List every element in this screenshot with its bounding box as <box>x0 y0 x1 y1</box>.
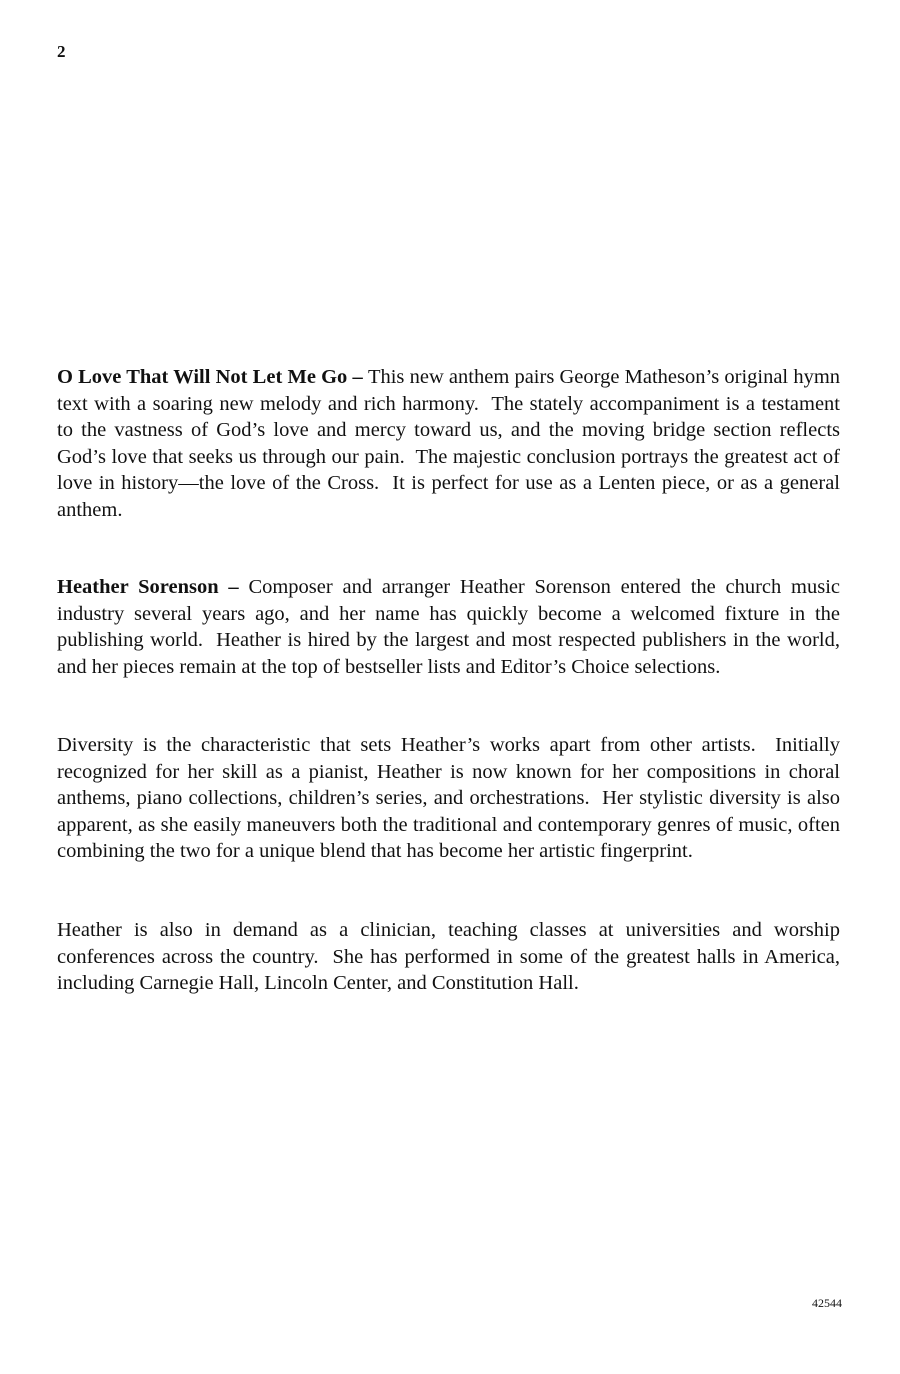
anthem-title: O Love That Will Not Let Me Go <box>57 366 348 388</box>
bio-intro-block <box>57 574 846 680</box>
anthem-paragraph <box>57 364 846 523</box>
anthem-description-text: This new anthem pairs George Matheson’s original hymn text with a soaring new melody and rich harmony. The stately accompaniment is a testament to the vastness of God’s love and mercy toward us, and the moving bridge section reflects God’s love that seeks us through our pain. The majestic conclusion portrays the greatest act of love in history—the love of the Cross. It is perfect for use as a Lenten piece, or as a general anthem. <box>57 366 846 521</box>
anthem-dash: – <box>347 366 368 388</box>
bio-paragraph-1-text: Composer and arranger Heather Sorenson entered the church music industry several years ago, and her name has quickly become a welcomed fixture in the publishing world. Heather is hired by the largest and most respected publishers in the world, and her pieces remain at the top of bestseller lists and Editor’s Choice selections. <box>57 576 846 678</box>
bio-diversity-block <box>57 732 846 865</box>
page-number: 2 <box>57 42 66 61</box>
composer-name: Heather Sorenson <box>57 576 219 598</box>
bio-paragraph-2: Diversity is the characteristic that sets Heather’s works apart from other artists. Initially recognized for her skill as a pianist, Heather is now known for her compositions in choral anthems, piano collections, children’s series, and orchestrations. Her stylistic diversity is also apparent, as she easily maneuvers both the traditional and contemporary genres of music, often combining the two for a unique blend that has become her artistic fingerprint. <box>57 734 846 862</box>
bio-paragraph-3: Heather is also in demand as a clinician, teaching classes at universities and worship conferences across the country. She has performed in some of the greatest halls in America, including Carnegie Hall, Lincoln Center, and Constitution Hall. <box>57 919 846 994</box>
catalog-number: 42544 <box>812 1296 842 1310</box>
anthem-description-block <box>57 364 846 523</box>
bio-clinician-block <box>57 917 846 997</box>
bio-dash: – <box>218 576 249 598</box>
bio-paragraph-1 <box>57 574 846 680</box>
